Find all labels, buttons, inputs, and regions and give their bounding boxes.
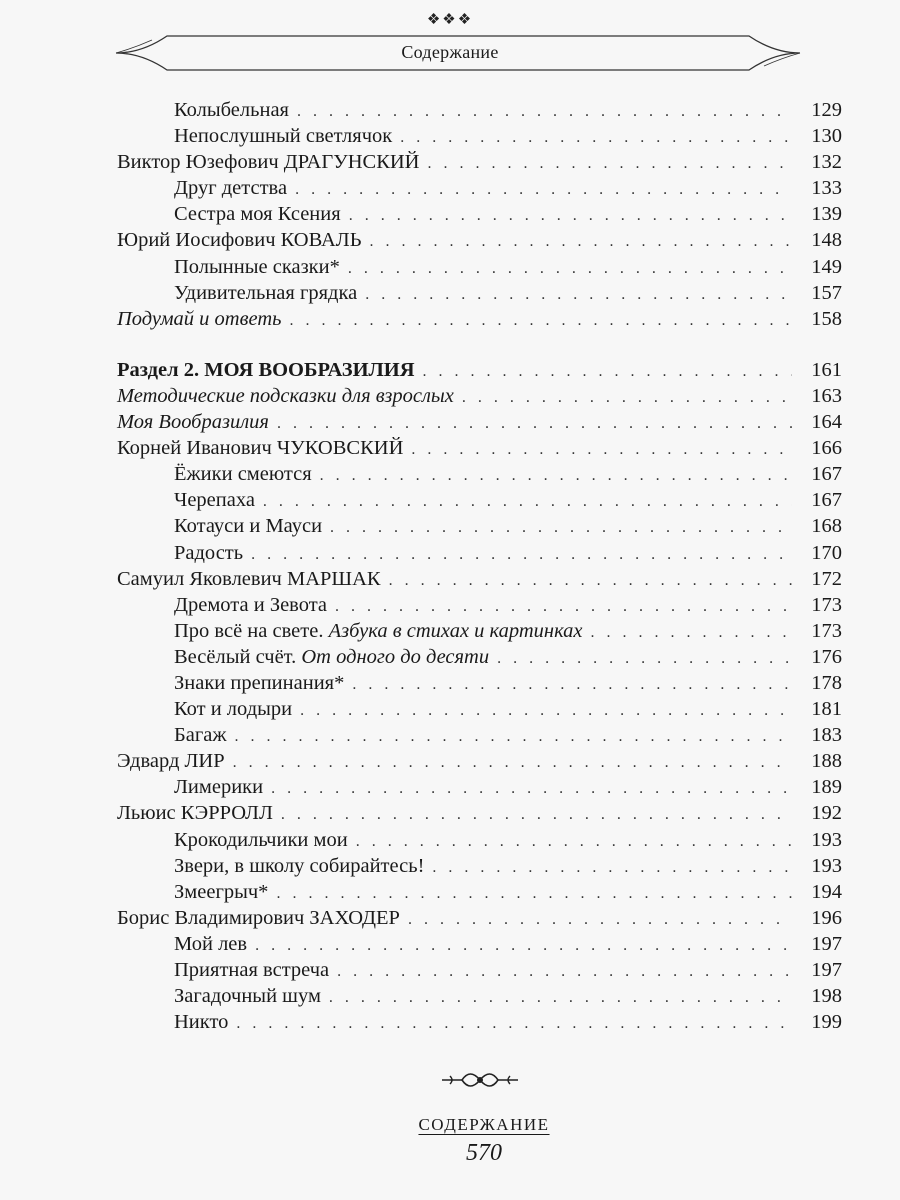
toc-entry-page: 173 — [811, 593, 842, 616]
toc-entry-title — [117, 853, 424, 879]
toc-entry-title-text: Про всё на свете. — [174, 619, 324, 642]
toc-entry — [117, 592, 842, 618]
toc-entry-page: 170 — [811, 541, 842, 564]
toc-entry-page: 194 — [811, 880, 842, 903]
toc-entry-page: 178 — [811, 671, 842, 694]
toc-entry-page: 172 — [811, 567, 842, 590]
toc-entry-title-text: Подумай и ответь — [117, 307, 282, 330]
dot-leader — [330, 515, 792, 541]
toc-entry-title-text: Колыбельная — [174, 99, 289, 121]
toc-entry-page: 163 — [811, 384, 842, 407]
toc-entry-title-text: Багаж — [174, 724, 227, 747]
toc-entry-page: 176 — [811, 645, 842, 668]
toc-entry-title — [117, 905, 400, 931]
dot-leader — [400, 125, 792, 151]
toc-entry-title-text: Крокодильчики мои — [174, 828, 348, 851]
toc-entry-title — [117, 383, 454, 409]
dot-leader — [320, 463, 792, 489]
dot-leader — [349, 203, 792, 229]
toc-entry-title — [117, 800, 273, 826]
toc-entry-title — [117, 461, 312, 487]
toc-entry — [117, 983, 842, 1009]
toc-entry-title — [117, 280, 357, 306]
toc-entry-page: 129 — [811, 99, 842, 121]
toc-entry-page: 168 — [811, 515, 842, 538]
toc-entry-title — [117, 540, 243, 566]
dot-leader — [423, 359, 792, 385]
toc-entry-title-text: Котауси и Мауси — [174, 515, 323, 538]
toc-entry — [117, 696, 842, 722]
toc-entry-page: 148 — [811, 229, 842, 252]
toc-entry-title-text: Льюис КЭРРОЛЛ — [117, 802, 273, 825]
toc-entry-page: 193 — [811, 828, 842, 851]
toc-entry-page: 133 — [811, 177, 842, 200]
toc-entry-title-text: Виктор Юзефович ДРАГУНСКИЙ — [117, 151, 420, 174]
toc-entry-title — [117, 1009, 228, 1035]
toc-entry-title — [117, 722, 227, 748]
toc-entry — [117, 1009, 842, 1035]
toc-entry-title — [117, 435, 403, 461]
toc-entry-title-text: Самуил Яковлевич МАРШАК — [117, 567, 381, 590]
dot-leader — [432, 855, 792, 881]
toc-entry — [117, 123, 842, 149]
dot-leader — [255, 933, 792, 959]
toc-entry-title-text: Радость — [174, 541, 244, 564]
dot-leader — [300, 698, 792, 724]
toc-entry — [117, 853, 842, 879]
toc-entry-title-text: Корней Иванович ЧУКОВСКИЙ — [117, 437, 404, 460]
toc-entry-page: 196 — [811, 906, 842, 929]
dot-leader — [276, 881, 792, 907]
toc-entry-title-text: Весёлый счёт. — [174, 645, 297, 668]
toc-entry-title-text: Звери, в школу собирайтесь! — [174, 854, 425, 877]
toc-entry-title-text: Черепаха — [174, 489, 255, 512]
dot-leader — [389, 568, 792, 594]
dot-leader — [329, 985, 792, 1011]
toc-entry-title — [117, 123, 392, 149]
dot-leader — [348, 256, 792, 282]
toc-entry-title-text: Приятная встреча — [174, 959, 330, 981]
toc-entry-title — [117, 201, 341, 227]
dot-leader — [295, 177, 792, 203]
dot-leader — [356, 829, 792, 855]
toc-entry — [117, 357, 842, 383]
toc-entry-title-text: Ёжики смеются — [174, 463, 312, 486]
toc-entry-title-text: Мой лев — [174, 932, 248, 955]
toc-entry — [117, 409, 842, 435]
top-ornament: ❖❖❖ — [426, 12, 474, 28]
toc-entry-title-text: Друг детства — [174, 177, 288, 200]
toc-entry-page: 139 — [811, 203, 842, 226]
toc-entry-title-text: Эдвард ЛИР — [117, 750, 225, 773]
toc-entry-title-text: Непослушный светлячок — [174, 125, 393, 148]
toc-entry — [117, 461, 842, 487]
toc-entry-title-text: Никто — [174, 1011, 229, 1034]
toc-entry-title-text: Загадочный шум — [174, 985, 321, 1008]
toc-entry — [117, 800, 842, 826]
toc-entry — [117, 748, 842, 774]
toc-entry-title — [117, 306, 281, 332]
dot-leader — [352, 672, 792, 698]
toc-entry-page: 192 — [811, 802, 842, 825]
toc-entry — [117, 566, 842, 592]
toc-entry — [117, 513, 842, 539]
toc-entry-title — [117, 618, 583, 644]
toc-entry — [117, 827, 842, 853]
toc-entry-title-text: Методические подсказки для взрослых — [117, 384, 454, 407]
toc-entry-title — [117, 931, 247, 957]
toc-entry-title — [117, 513, 322, 539]
toc-entry-page: 167 — [811, 463, 842, 486]
toc-entry-page: 149 — [811, 255, 842, 278]
toc-entry-title — [117, 774, 263, 800]
toc-entry — [117, 280, 842, 306]
dot-leader — [369, 229, 792, 255]
toc-entry-title — [117, 696, 292, 722]
toc-entry-title-text: Моя Вообразилия — [117, 411, 269, 434]
dot-leader — [263, 489, 792, 515]
toc-entry — [117, 487, 842, 513]
running-header-title: Содержание — [401, 42, 499, 62]
toc-entry-title — [117, 254, 340, 280]
toc-entry — [117, 670, 842, 696]
dot-leader — [281, 802, 792, 828]
toc-entry-page: 198 — [811, 985, 842, 1008]
toc-entry-page: 193 — [811, 854, 842, 877]
toc-entry-page: 197 — [811, 932, 842, 955]
toc-entry-title — [117, 566, 381, 592]
toc-entry-page: 189 — [811, 776, 842, 799]
dot-leader — [235, 724, 792, 750]
toc-entry-title-text: Сестра моя Ксения — [174, 203, 341, 226]
toc-entry — [117, 97, 842, 123]
toc-entry-page: 188 — [811, 750, 842, 773]
table-of-contents — [117, 97, 842, 1035]
toc-entry-title — [117, 670, 344, 696]
bottom-ornament — [440, 1060, 520, 1100]
toc-entry-title-text: Борис Владимирович ЗАХОДЕР — [117, 906, 400, 929]
toc-entry-page: 130 — [811, 125, 842, 148]
toc-entry-page: 158 — [811, 307, 842, 330]
toc-entry — [117, 931, 842, 957]
section-title: СОДЕРЖАНИЕ — [418, 1115, 550, 1134]
toc-entry-title — [117, 149, 419, 175]
toc-entry-page: 157 — [811, 281, 842, 304]
toc-entry-title — [117, 644, 489, 670]
toc-entry-title — [117, 983, 321, 1009]
toc-entry-title-text: Лимерики — [174, 776, 264, 799]
dot-leader — [408, 907, 792, 933]
toc-entry-page: 197 — [811, 959, 842, 981]
toc-entry — [117, 149, 842, 175]
toc-entry-title-text: Знаки препинания* — [174, 671, 345, 694]
toc-entry — [117, 879, 842, 905]
dot-leader — [297, 99, 792, 125]
toc-entry — [117, 722, 842, 748]
toc-entry-page: 132 — [811, 151, 842, 174]
dot-leader — [236, 1011, 792, 1037]
toc-entry-title — [117, 879, 268, 905]
toc-entry-title-text: Змеегрыч* — [174, 880, 269, 903]
toc-entry-title — [117, 357, 415, 383]
dot-leader — [233, 750, 792, 776]
toc-entry-page: 173 — [811, 619, 842, 642]
toc-entry-title-text: Юрий Иосифович КОВАЛЬ — [117, 229, 362, 252]
toc-entry — [117, 435, 842, 461]
toc-entry-title — [117, 409, 269, 435]
dot-leader — [411, 437, 792, 463]
toc-entry — [117, 254, 842, 280]
toc-entry-title — [117, 748, 225, 774]
dot-leader — [289, 308, 792, 334]
toc-entry — [117, 227, 842, 253]
dot-leader — [337, 959, 792, 985]
toc-entry-page: 183 — [811, 724, 842, 747]
toc-entry-title — [117, 227, 361, 253]
toc-entry-title — [117, 957, 329, 983]
toc-entry — [117, 957, 842, 983]
toc-entry — [117, 644, 842, 670]
toc-entry — [117, 306, 842, 332]
toc-entry-title-text: Полынные сказки* — [174, 255, 340, 278]
dot-leader — [335, 594, 792, 620]
dot-leader — [497, 646, 792, 672]
toc-entry-title — [117, 827, 348, 853]
page-number: 570 — [466, 1140, 502, 1166]
toc-entry-page: 166 — [811, 437, 842, 460]
toc-entry-subtitle: Азбука в стихах и картинках — [328, 619, 583, 642]
dot-leader — [462, 385, 792, 411]
toc-entry — [117, 540, 842, 566]
toc-entry-title-text: Раздел 2. МОЯ ВООБРАЗИЛИЯ — [117, 358, 415, 381]
toc-entry-title-text: Дремота и Зевота — [174, 593, 328, 616]
toc-entry — [117, 383, 842, 409]
toc-entry — [117, 774, 842, 800]
toc-entry-title-text: Удивительная грядка — [174, 281, 358, 304]
toc-entry-title — [117, 97, 289, 123]
toc-entry-page: 164 — [811, 411, 842, 434]
toc-entry — [117, 175, 842, 201]
toc-entry-title — [117, 487, 255, 513]
dot-leader — [271, 776, 792, 802]
dot-leader — [427, 151, 792, 177]
toc-entry — [117, 905, 842, 931]
toc-entry — [117, 618, 842, 644]
toc-entry-title-text: Кот и лодыри — [174, 698, 293, 721]
toc-entry-subtitle: От одного до десяти — [301, 645, 490, 668]
toc-entry-title — [117, 592, 327, 618]
toc-entry-title — [117, 175, 287, 201]
toc-entry-page: 161 — [811, 358, 842, 381]
toc-entry-page: 167 — [811, 489, 842, 512]
dot-leader — [591, 620, 792, 646]
toc-entry — [117, 201, 842, 227]
dot-leader — [365, 282, 792, 308]
toc-entry-page: 199 — [811, 1011, 842, 1034]
dot-leader — [277, 411, 792, 437]
dot-leader — [251, 542, 792, 568]
toc-entry-page: 181 — [811, 698, 842, 721]
